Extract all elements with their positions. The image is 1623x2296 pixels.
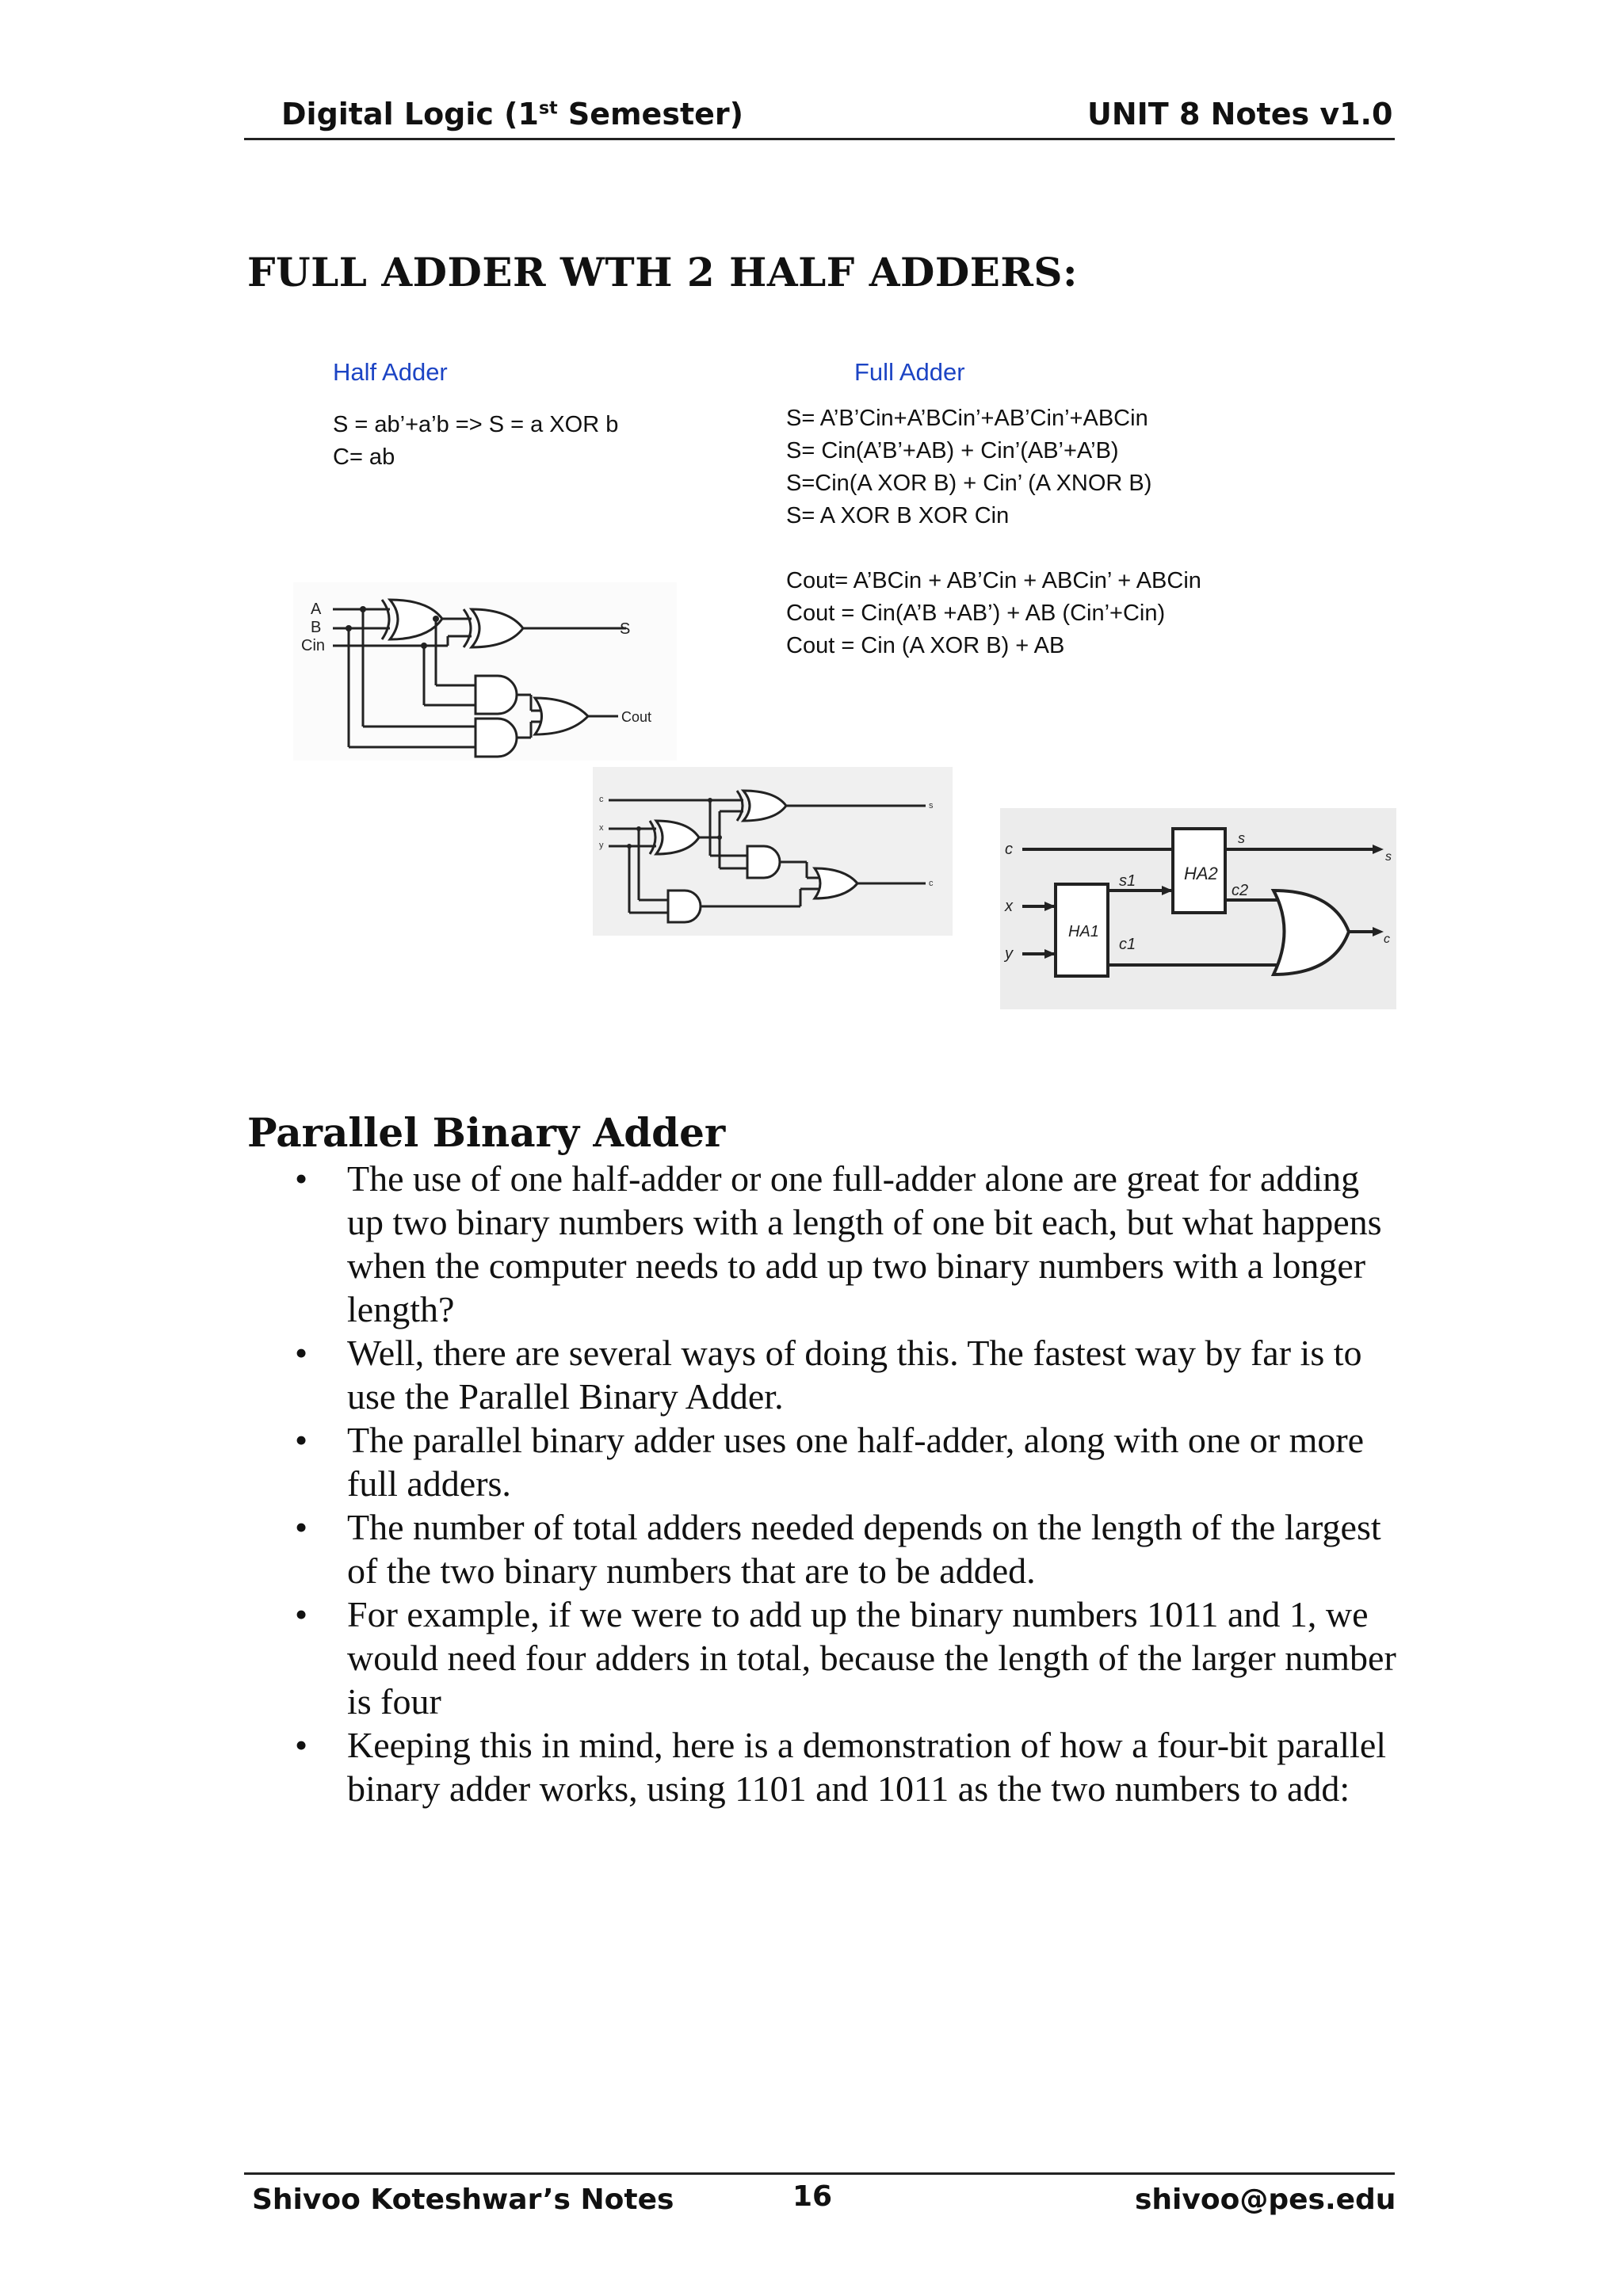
ha2-label: HA2 [1184,864,1218,883]
list-item: • For example, if we were to add up the binary numbers 1011 and 1, we would need four adders in total, because the length of the larger number is four [295,1594,1396,1722]
input-x-label: x [599,823,604,833]
formula-line: Cout = Cin(A’B +AB’) + AB (Cin’+Cin) [786,601,1166,626]
half-adder-label: Half Adder [333,358,448,386]
c1-label: c1 [1119,936,1136,953]
formula-line: C= ab [333,444,395,470]
output-s-label: s [1385,850,1392,864]
formula-line: S= A’B’Cin+A’BCin’+AB’Cin’+ABCin [786,406,1148,431]
footer-email: shivoo@pes.edu [1135,2183,1396,2216]
output-s-label: S [620,620,631,638]
s-label: s [1238,830,1245,846]
full-adder-gate-circuit-small [593,767,953,936]
formula-line: Cout = Cin (A XOR B) + AB [786,633,1065,658]
input-y-label: y [1005,945,1013,963]
input-a-label: A [311,601,322,618]
input-x-label: x [1005,898,1013,915]
full-adder-gate-circuit [293,582,677,761]
half-adder-formulas [333,409,618,474]
bullet-glyph: • [295,1158,308,1199]
input-c-label: c [1005,841,1013,858]
output-s-label: s [929,801,934,810]
formula-line: S= A XOR B XOR Cin [786,503,1010,528]
page-number: 16 [792,2180,833,2213]
section-title: FULL ADDER WTH 2 HALF ADDERS: [247,249,1078,296]
formula-line: S = ab’+a’b => S = a XOR b [333,412,619,437]
header-title: Digital Logic (1st Semester) [281,97,743,132]
header-rule [244,138,1395,140]
full-adder-label: Full Adder [854,358,965,386]
formula-line: S=Cin(A XOR B) + Cin’ (A XNOR B) [786,471,1152,496]
c2-label: c2 [1232,882,1249,899]
bullet-glyph: • [295,1333,308,1373]
list-item: • The use of one half-adder or one full-adder alone are great for adding up two binary numbers with a length of one bit each, but what happens when the computer needs to add up two binary numbers with a longer length? [295,1158,1382,1329]
formula-spacer [786,532,1201,565]
output-c-label: c [929,879,934,888]
bullet-glyph: • [295,1725,308,1765]
input-cin-label: Cin [301,637,326,654]
bullet-glyph: • [295,1420,308,1460]
list-item: • The number of total adders needed depends on the length of the largest of the two binary numbers that are to be added. [295,1507,1381,1591]
input-c-label: c [599,795,604,804]
footer-author: Shivoo Koteshwar’s Notes [252,2183,674,2216]
formula-line: S= Cin(A’B’+AB) + Cin’(AB’+A’B) [786,438,1119,463]
formula-line: Cout= A’BCin + AB’Cin + ABCin’ + ABCin [786,568,1201,593]
bullet-glyph: • [295,1507,308,1547]
output-cout-label: Cout [621,709,652,725]
list-item: • The parallel binary adder uses one half-adder, along with one or more full adders. [295,1420,1365,1504]
full-adder-formulas [786,402,1201,662]
parallel-adder-title: Parallel Binary Adder [247,1109,726,1156]
input-y-label: y [599,841,604,850]
s1-label: s1 [1119,872,1136,890]
bullet-glyph: • [295,1594,308,1634]
output-c-label: c [1384,933,1390,946]
list-item: • Keeping this in mind, here is a demonstration of how a four-bit parallel binary adder works, using 1101 and 1011 as the two numbers to add: [295,1725,1387,1809]
full-adder-block-diagram [1000,808,1396,1009]
input-b-label: B [311,619,322,636]
ha1-label: HA1 [1068,923,1099,940]
footer-rule [244,2172,1395,2175]
header-unit: UNIT 8 Notes v1.0 [1087,97,1393,132]
parallel-adder-bullets [295,1157,1404,1810]
list-item: • Well, there are several ways of doing this. The fastest way by far is to use the Parallel Binary Adder. [295,1333,1362,1417]
